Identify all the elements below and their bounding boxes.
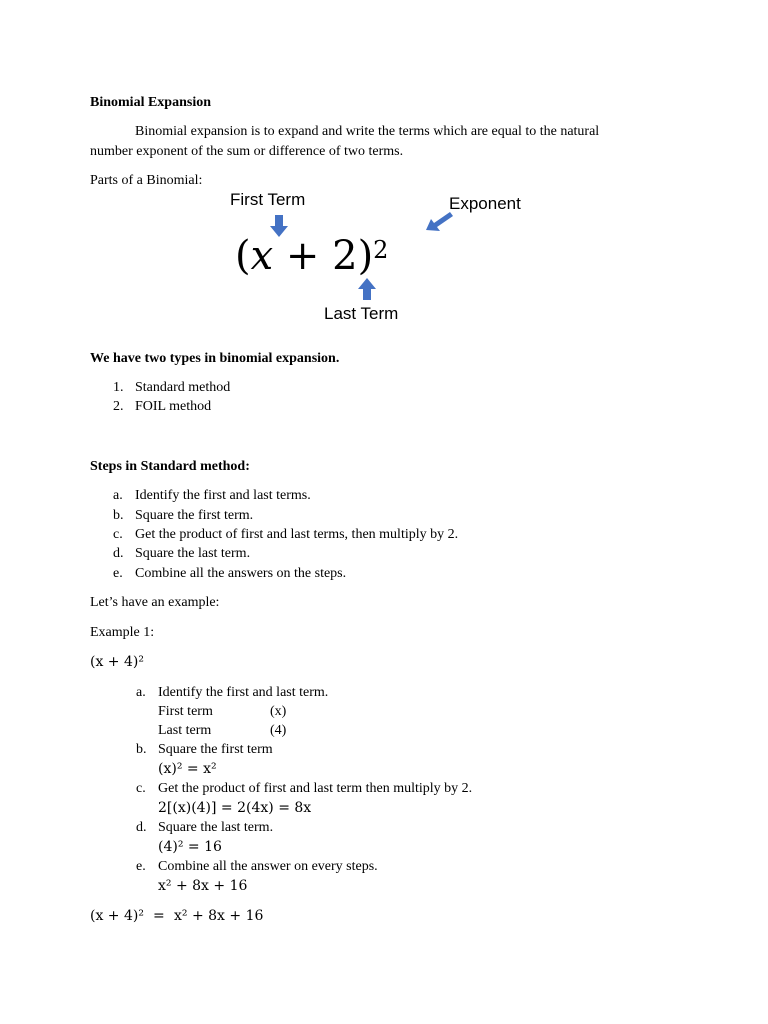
step-work: (x)² = x² — [158, 761, 217, 777]
list-item: Get the product of first and last term then multiply by 2. — [158, 781, 473, 796]
list-marker: a. — [136, 685, 146, 700]
list-marker: b. — [113, 508, 124, 523]
list-item: Combine all the answers on the steps. — [135, 566, 347, 581]
list-item: Square the last term. — [135, 546, 251, 561]
example-intro: Let’s have an example: — [90, 595, 220, 610]
list-item: Combine all the answer on every steps. — [158, 859, 378, 874]
list-marker: c. — [113, 527, 123, 542]
list-marker: a. — [113, 488, 123, 503]
page-title: Binomial Expansion — [90, 95, 211, 110]
list-item: Standard method — [135, 380, 231, 395]
intro-line-1: Binomial expansion is to expand and write the terms which are equal to the natural — [135, 124, 600, 139]
intro-line-2: number exponent of the sum or difference of two terms. — [90, 144, 404, 159]
list-item: Square the last term. — [158, 820, 274, 835]
example-expression: (x + 4)² — [90, 654, 144, 670]
list-item: FOIL method — [135, 399, 212, 414]
last-term-value: (4) — [270, 723, 287, 738]
list-marker: d. — [113, 546, 124, 561]
types-heading: We have two types in binomial expansion. — [90, 351, 340, 366]
final-rhs: x² + 8x + 16 — [174, 908, 264, 924]
list-item: Get the product of first and last terms, then multiply by 2. — [135, 527, 459, 542]
list-item: Identify the first and last terms. — [135, 488, 311, 503]
list-marker: 2. — [113, 399, 124, 414]
final-equals: = — [153, 908, 165, 924]
first-term-value: (x) — [270, 704, 287, 719]
list-item: Square the first term. — [135, 508, 254, 523]
binomial-expression: $(x + 2)^2$ — [235, 233, 389, 279]
list-marker: e. — [113, 566, 123, 581]
list-marker: b. — [136, 742, 147, 757]
steps-heading: Steps in Standard method: — [90, 459, 250, 474]
list-marker: 1. — [113, 380, 124, 395]
parts-label: Parts of a Binomial: — [90, 173, 203, 188]
list-marker: d. — [136, 820, 147, 835]
list-marker: e. — [136, 859, 146, 874]
list-item: Square the first term — [158, 742, 273, 757]
step-work: 2[(x)(4)] = 2(4x) = 8x — [158, 800, 312, 816]
arrow-up-icon — [358, 278, 376, 300]
final-lhs: (x + 4)² — [90, 908, 144, 924]
last-term-label: Last term — [158, 723, 212, 738]
first-term-label: First term — [158, 704, 213, 719]
list-marker: c. — [136, 781, 146, 796]
exponent-label: Exponent — [449, 194, 521, 213]
first-term-label: First Term — [230, 190, 306, 209]
arrow-diagonal-icon — [426, 210, 454, 232]
list-item: Identify the first and last term. — [158, 685, 329, 700]
step-work: x² + 8x + 16 — [158, 878, 248, 894]
step-work: (4)² = 16 — [158, 839, 222, 855]
example-label: Example 1: — [90, 625, 155, 640]
last-term-label: Last Term — [324, 304, 399, 323]
